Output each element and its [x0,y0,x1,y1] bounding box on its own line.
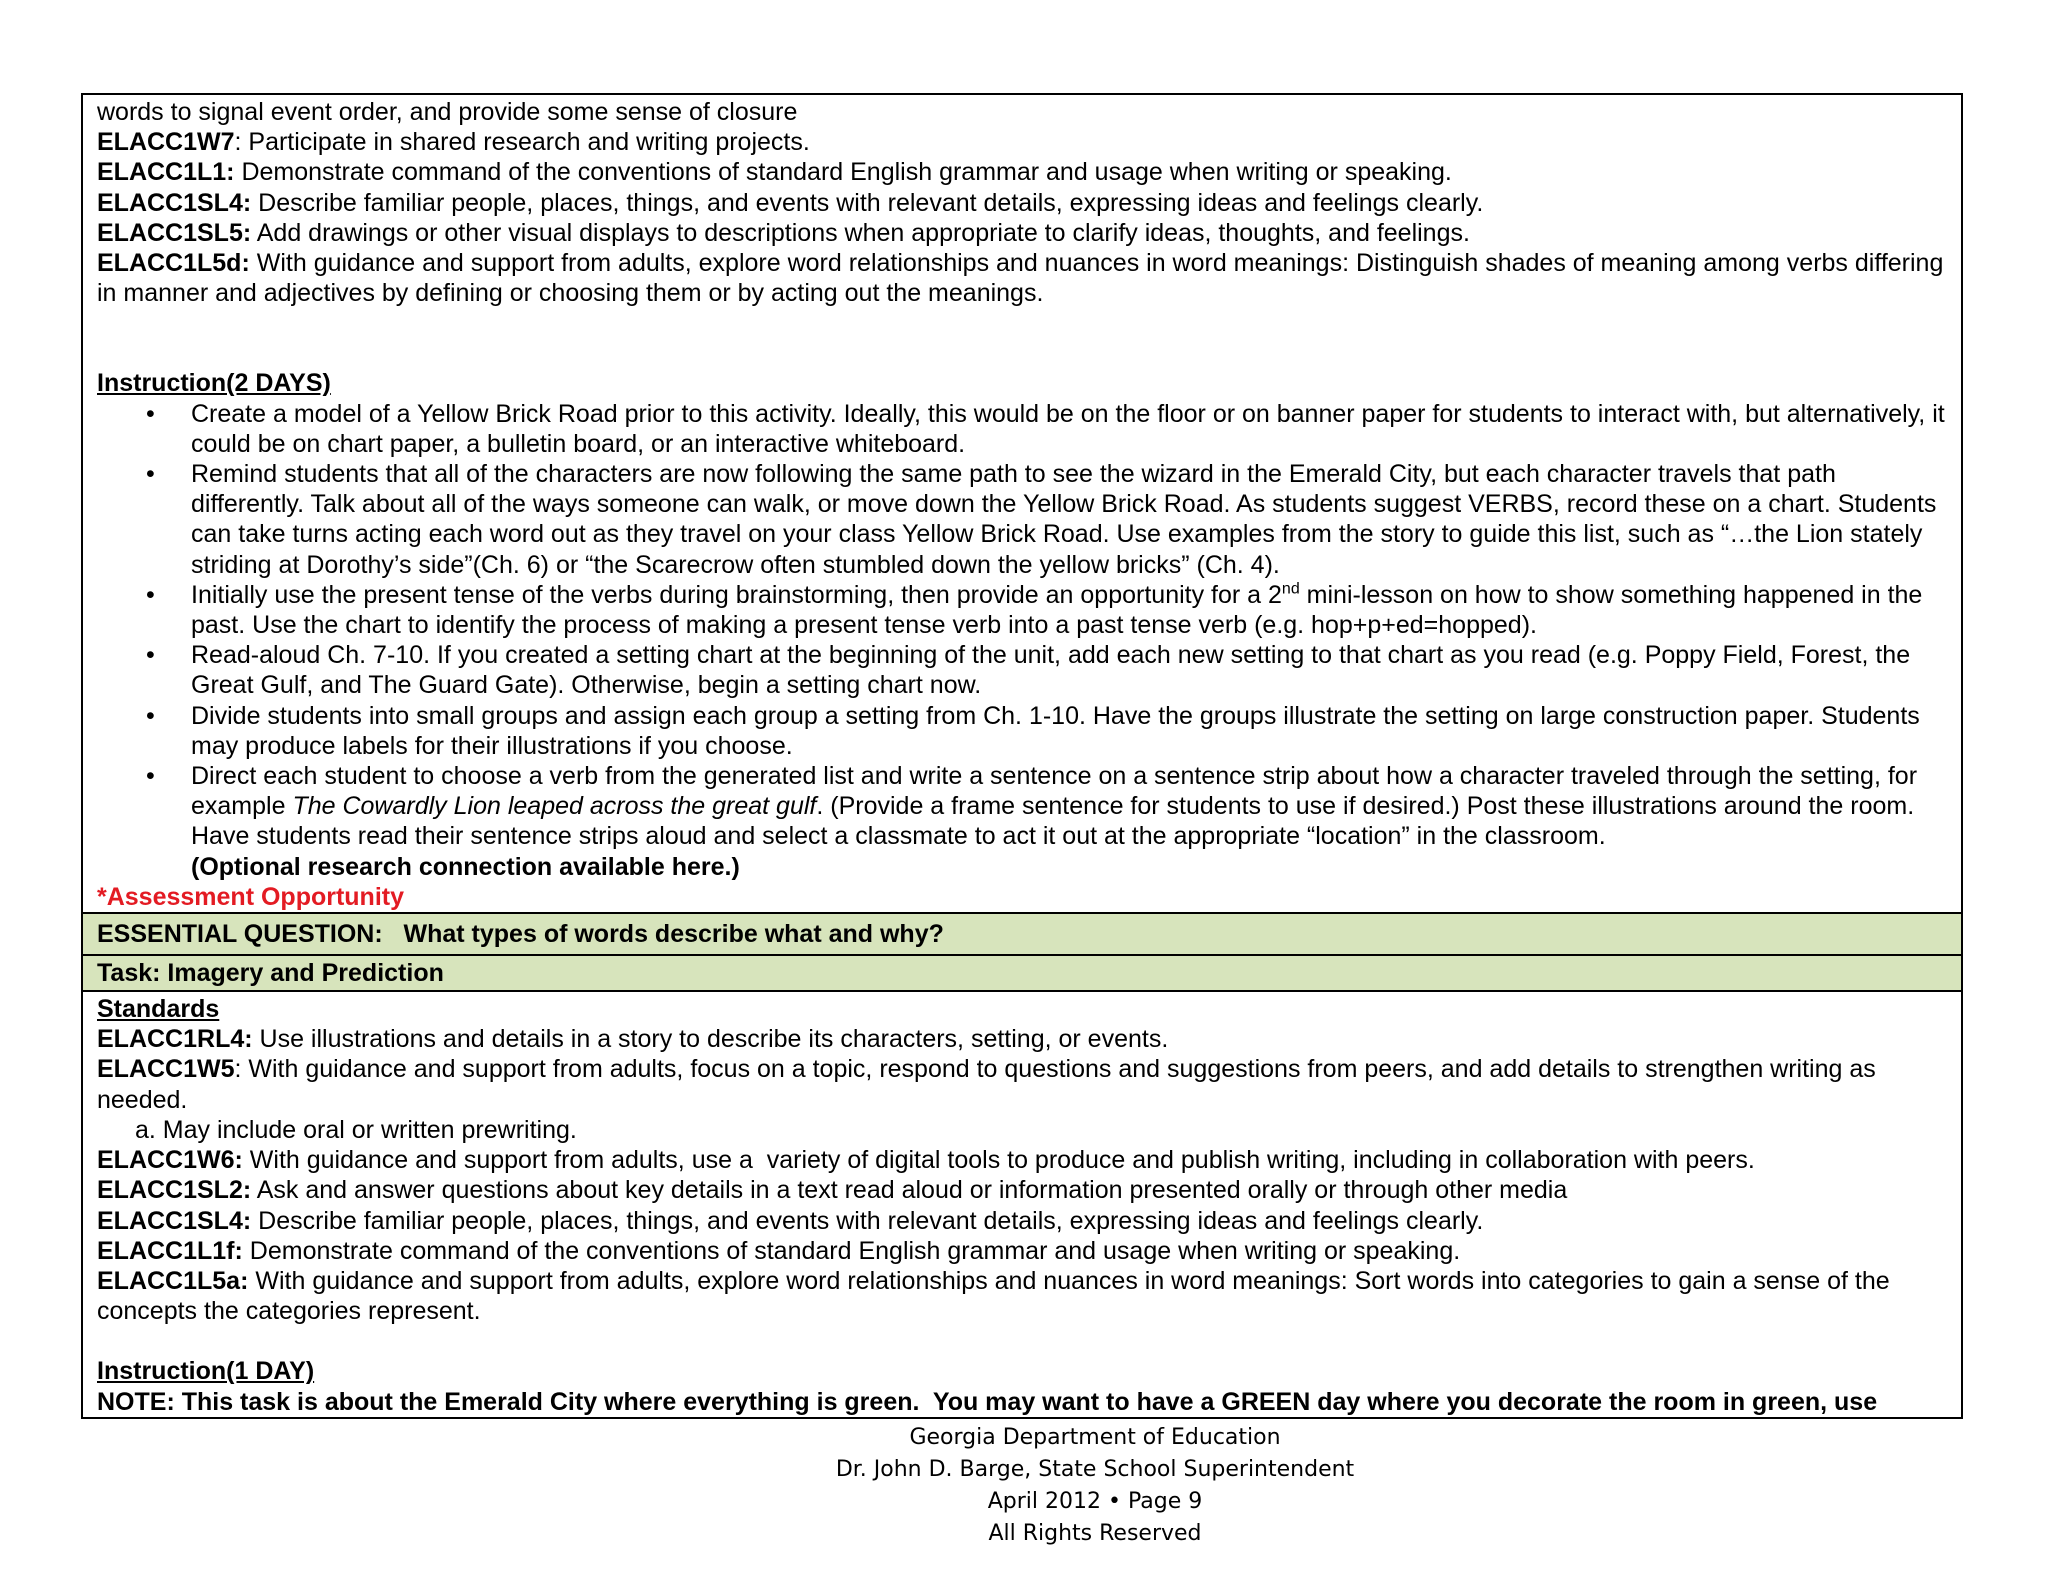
task-title: Task: Imagery and Prediction [97,959,444,988]
task-note: NOTE: This task is about the Emerald City where everything is green. You may want to have a GREEN day where you decorate the room in green, use [97,1387,1878,1416]
optional-research-note: (Optional research connection available here.) [191,852,740,881]
list-item: • Divide students into small groups and assign each group a setting from Ch. 1-10. Have the groups illustrate the setting on large construction paper. Students may produce labels for their illustrations if you choose. [191,701,1949,761]
standard-line: ELACC1SL2: Ask and answer questions about key details in a text read aloud or information presented orally or through other media [97,1176,1568,1205]
list-item: • Direct each student to choose a verb from the generated list and write a sentence on a sentence strip about how a character traveled through the setting, for example The Cowardly Lion leaped across the great gulf. (Provide a frame sentence for students to use if desired.) Post these illustrations around the room. Have students read their sentence strips aloud and select a classmate to act it out at the appropriate “location” in the classroom. (Optional research connection available here.) [191,761,1949,882]
page-footer [0,1422,2048,1550]
essential-question: ESSENTIAL QUESTION: What types of words describe what and why? [97,920,944,949]
standard-line: ELACC1SL5: Add drawings or other visual displays to descriptions when appropriate to clarify ideas, thoughts, and feelings. [97,218,1470,247]
standard-line: ELACC1L1: Demonstrate command of the conventions of standard English grammar and usage when writing or speaking. [97,158,1452,187]
list-item: • Remind students that all of the characters are now following the same path to see the wizard in the Emerald City, but each character travels that path differently. Talk about all of the ways someone can walk, or move down the Yellow Brick Road. As students suggest VERBS, record these on a chart. Students can take turns acting each word out as they travel on your class Yellow Brick Road. Use examples from the story to guide this list, such as “…the Lion stately striding at Dorothy’s side”(Ch. 6) or “the Scarecrow often stumbled down the yellow bricks” (Ch. 4). [191,459,1949,580]
standard-line: ELACC1W5: With guidance and support from adults, focus on a topic, respond to questions and suggestions from peers, and add details to strengthen writing as needed. [97,1055,1876,1114]
footer-superintendent: Dr. John D. Barge, State School Superintendent [835,1457,1355,1482]
standard-line: words to signal event order, and provide some sense of closure [97,98,798,126]
essential-question-row [83,912,1961,954]
standard-line: ELACC1SL4: Describe familiar people, places, things, and events with relevant details, expressing ideas and feelings clearly. [97,188,1484,217]
standards-heading: Standards [97,995,220,1024]
lesson-table [81,93,1963,1419]
standard-line: ELACC1SL4: Describe familiar people, places, things, and events with relevant details, expressing ideas and feelings clearly. [97,1206,1484,1235]
standard-line: ELACC1RL4: Use illustrations and details in a story to describe its characters, setting, or events. [97,1025,1169,1054]
instruction-list [97,399,1949,882]
footer-rights: All Rights Reserved [988,1521,1202,1546]
list-item: • Initially use the present tense of the verbs during brainstorming, then provide an opportunity for a 2nd mini-lesson on how to show something happened in the past. Use the chart to identify the process of making a present tense verb into a past tense verb (e.g. hop+p+ed=hopped). [191,580,1949,640]
footer-date-page: April 2012 • Page 9 [987,1489,1203,1514]
instruction-heading: Instruction(1 DAY) [97,1357,315,1386]
list-item: • Create a model of a Yellow Brick Road prior to this activity. Ideally, this would be on the floor or on banner paper for students to interact with, but alternatively, it could be on chart paper, a bulletin board, or an interactive whiteboard. [191,399,1949,459]
bottom-cell [83,990,1961,1417]
instruction-heading: Instruction(2 DAYS) [97,369,331,398]
standard-line: ELACC1W6: With guidance and support from adults, use a variety of digital tools to produce and publish writing, including in collaboration with peers. [97,1146,1755,1175]
standard-line: ELACC1W7: Participate in shared research and writing projects. [97,128,810,157]
standard-line: ELACC1L5d: With guidance and support from adults, explore word relationships and nuances in word meanings: Distinguish shades of meaning among verbs differing in manner and adjectives by defining or choosing them or by acting out the meanings. [97,249,1944,308]
standard-line: ELACC1L5a: With guidance and support from adults, explore word relationships and nuances in word meanings: Sort words into categories to gain a sense of the concepts the categories represent. [97,1266,1890,1326]
task-title-row [83,954,1961,990]
standard-line: ELACC1L1f: Demonstrate command of the conventions of standard English grammar and usage when writing or speaking. [97,1236,1461,1265]
standard-sub-item: a. May include oral or written prewriting. [135,1115,577,1144]
assessment-opportunity: *Assessment Opportunity [97,882,405,911]
top-cell [83,95,1961,912]
list-item: • Read-aloud Ch. 7-10. If you created a setting chart at the beginning of the unit, add each new setting to that chart as you read (e.g. Poppy Field, Forest, the Great Gulf, and The Guard Gate). Otherwise, begin a setting chart now. [191,640,1949,700]
footer-department: Georgia Department of Education [909,1425,1281,1450]
